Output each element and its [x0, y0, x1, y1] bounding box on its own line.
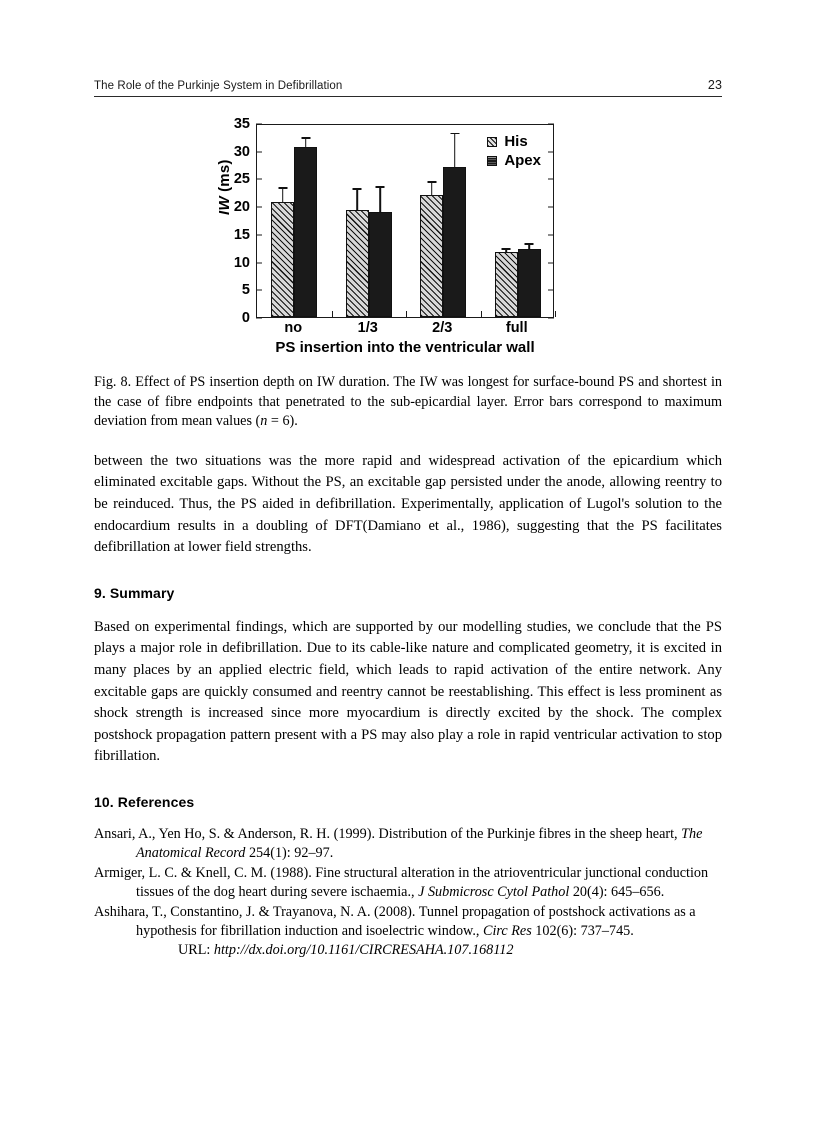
running-header	[94, 78, 722, 96]
bar-rect	[443, 167, 466, 317]
x-axis-tick-mark	[332, 311, 333, 317]
bar-his-1-3	[346, 125, 369, 317]
y-axis-tick-label: 10	[233, 254, 250, 271]
plot-frame	[256, 124, 554, 318]
reference-entry	[94, 864, 722, 903]
reference-entry	[94, 825, 722, 864]
bar-chart	[216, 116, 598, 357]
reference-text: Armiger, L. C. & Knell, C. M. (1988). Fine structural alteration in the atrioventricular junctional conduction tissues of the dog heart during severe ischaemia.,	[94, 864, 709, 901]
error-bar-cap	[376, 186, 385, 188]
figure-caption-n: n	[260, 413, 268, 430]
legend-item-apex	[487, 152, 541, 169]
summary-paragraph: Based on experimental findings, which are supported by our modelling studies, we conclude that the PS plays a major role in defibrillation. Due to its cable-like nature and complicated geometry, it is excited in many places by an applied electric field, which leads to rapid activation of the entire network. Any excitable gaps are quickly consumed and reentry cannot be reestablishing. This effect is less prominent as shock strength is increased since more myocardium is directly excited by the shock. The complex postshock propagation pattern present with a PS may also play a role in rapid ventricular activation to stop fibrillation.	[94, 618, 722, 765]
reference-journal: J Submicrosc Cytol Pathol	[418, 884, 570, 901]
header-rule	[94, 96, 722, 97]
bar-his-no	[271, 125, 294, 317]
y-axis-tick-label: 0	[241, 310, 250, 326]
bar-rect	[518, 249, 541, 317]
reference-url-label: URL:	[178, 942, 214, 959]
y-axis-tick-mark	[256, 179, 262, 180]
y-axis-tick-mark	[256, 207, 262, 208]
error-bar-cap	[525, 243, 534, 245]
error-bar-cap	[278, 187, 287, 189]
bar-rect	[420, 195, 443, 317]
bar-rect	[495, 252, 518, 317]
bar-group	[271, 125, 317, 317]
reference-journal: The Anatomical Record	[136, 825, 703, 862]
y-axis-tick-mark-right	[548, 124, 554, 125]
y-axis-tick-label: 5	[241, 282, 250, 299]
error-bar	[505, 250, 507, 252]
bar-rect	[369, 212, 392, 317]
x-axis-tick-mark	[481, 311, 482, 317]
legend-label-apex: Apex	[504, 152, 541, 169]
figure-caption-prefix: Fig. 8.	[94, 374, 132, 390]
error-bar-cap	[502, 248, 511, 250]
reference-url-line	[136, 941, 722, 960]
y-axis-tick-label: 35	[233, 116, 250, 132]
reference-text: Ashihara, T., Constantino, J. & Trayanova, N. A. (2008). Tunnel propagation of postshock activations as a hypothesis for fibrillation induction and isoelectric window.,	[94, 903, 696, 939]
error-bar-cap	[427, 181, 436, 183]
bar-group	[346, 125, 392, 317]
figure-caption	[94, 373, 722, 432]
error-bar	[431, 183, 433, 195]
bar-his-2-3	[420, 125, 443, 317]
reference-url[interactable]: http://dx.doi.org/10.1161/CIRCRESAHA.107.168112	[213, 942, 514, 959]
figure-caption-tail: = 6).	[267, 413, 298, 430]
bar-rect	[346, 210, 369, 317]
y-axis-tick-mark	[256, 318, 262, 319]
y-axis-tick-mark-right	[548, 151, 554, 152]
error-bar-cap	[301, 137, 310, 139]
error-bar-cap	[450, 133, 459, 135]
x-axis-tick-label: 2/3	[432, 320, 453, 336]
y-axis-tick-mark-right	[548, 179, 554, 180]
x-axis-tick-label: no	[284, 320, 303, 336]
y-axis-tick-mark	[256, 124, 262, 125]
y-axis-tick-mark	[256, 262, 262, 263]
legend-swatch-apex-icon	[487, 156, 497, 166]
reference-text: Ansari, A., Yen Ho, S. & Anderson, R. H. (1999). Distribution of the Purkinje fibres in the sheep heart,	[94, 825, 682, 842]
error-bar	[356, 190, 358, 211]
y-axis-tick-mark	[256, 234, 262, 235]
y-axis-tick-mark-right	[548, 234, 554, 235]
body-paragraph-1: between the two situations was the more rapid and widespread activation of the epicardium which eliminated excitable gaps. Without the PS, an excitable gap persisted under the anode, allowing reentry to be reinduced. Thus, the PS aided in defibrillation. Experimentally, application of Lugol's solution to the endocardium results in a doubling of DFT(Damiano et al., 1986), suggesting that the PS facilitates defibrillation at lower field strengths.	[94, 452, 722, 556]
reference-pages: 254(1): 92–97.	[245, 845, 334, 862]
x-axis-labels	[256, 320, 554, 340]
error-bar	[282, 189, 284, 202]
x-axis-tick-mark	[406, 311, 407, 317]
x-axis-tick-mark	[555, 311, 556, 317]
bar-group	[420, 125, 466, 317]
reference-pages: 20(4): 645–656.	[569, 884, 665, 901]
y-axis-tick-label: 15	[233, 226, 250, 243]
error-bar	[305, 139, 307, 147]
reference-journal: Circ Res	[483, 922, 532, 939]
bar-rect	[271, 202, 294, 317]
error-bar-cap	[353, 188, 362, 190]
y-axis-title: IW (ms)	[216, 159, 233, 215]
reference-pages: 102(6): 737–745.	[531, 922, 634, 939]
y-axis-tick-mark	[256, 151, 262, 152]
chart-legend	[487, 133, 541, 169]
bar-apex-2-3	[443, 125, 466, 317]
y-axis-tick-mark-right	[548, 207, 554, 208]
bar-apex-1-3	[369, 125, 392, 317]
y-axis-tick-label: 30	[233, 143, 250, 160]
x-axis-tick-label: 1/3	[357, 320, 378, 336]
figure-caption-text: Effect of PS insertion depth on IW duration. The IW was longest for surface-bound PS and shortest in the case of fibre endpoints that penetrated to the sub-epicardial layer. Error bars correspond to maximum deviation from mean values (	[94, 374, 722, 430]
section-heading-summary: 9. Summary	[94, 584, 175, 601]
page-number: 23	[707, 78, 722, 92]
reference-entry	[94, 903, 722, 961]
bar-apex-no	[294, 125, 317, 317]
y-axis-tick-mark-right	[548, 290, 554, 291]
reference-list	[94, 825, 722, 961]
page-content	[94, 78, 722, 961]
legend-swatch-his-icon	[487, 137, 497, 147]
x-axis-title: PS insertion into the ventricular wall	[275, 339, 535, 356]
legend-label-his: His	[504, 133, 528, 150]
bar-rect	[294, 147, 317, 317]
error-bar	[379, 188, 381, 212]
y-axis-tick-mark	[256, 290, 262, 291]
legend-item-his	[487, 133, 541, 150]
y-axis-tick-label: 25	[233, 171, 250, 188]
figure-8	[94, 116, 722, 357]
y-axis-tick-mark-right	[548, 262, 554, 263]
section-heading-references: 10. References	[94, 793, 195, 810]
error-bar	[528, 245, 530, 249]
running-header-title: The Role of the Purkinje System in Defibrillation	[94, 80, 343, 92]
y-axis-tick-label: 20	[233, 199, 250, 216]
error-bar	[454, 134, 456, 167]
x-axis-tick-label: full	[505, 320, 528, 336]
y-axis-tick-mark-right	[548, 318, 554, 319]
